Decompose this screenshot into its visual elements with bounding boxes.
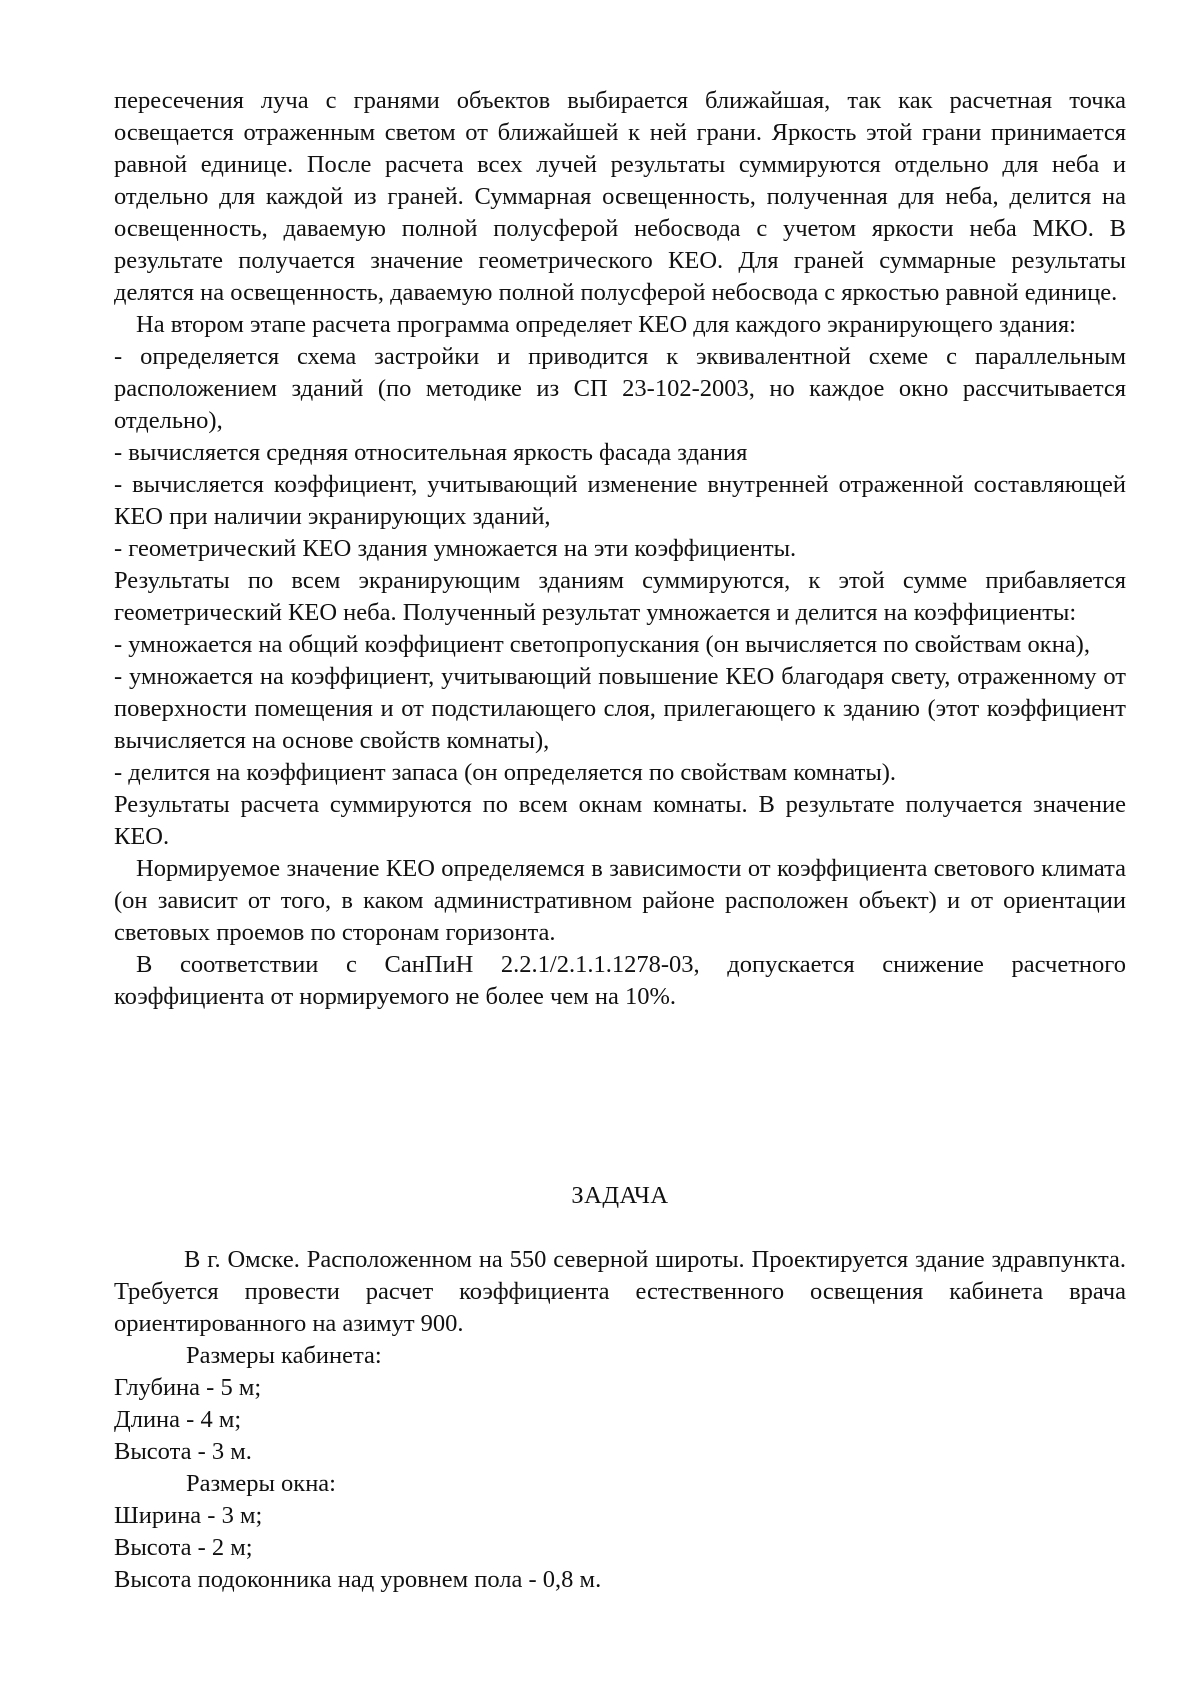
- window-dimension: Высота подоконника над уровнем пола - 0,8 м.: [114, 1566, 602, 1593]
- paragraph: Результаты по всем экранирующим зданиям суммируются, к этой сумме прибавляется геометрический КЕО неба. Полученный результат умножается и делится на коэффициенты:: [114, 567, 1126, 626]
- list-item: - делится на коэффициент запаса (он определяется по свойствам комнаты).: [114, 759, 897, 786]
- list-item: - умножается на коэффициент, учитывающий повышение КЕО благодаря свету, отраженному от поверхности помещения и от подстилающего слоя, прилегающего к зданию (этот коэффициент вычисляется на основе свойств комнаты),: [114, 663, 1126, 754]
- list-item: - вычисляется коэффициент, учитывающий изменение внутренней отраженной составляющей КЕО при наличии экранирующих зданий,: [114, 471, 1126, 530]
- room-dimension: Глубина - 5 м;: [114, 1374, 262, 1401]
- window-dimensions-heading: Размеры окна:: [186, 1470, 336, 1497]
- window-dimension: Ширина - 3 м;: [114, 1502, 263, 1529]
- body-text: [114, 85, 1126, 1013]
- paragraph: Результаты расчета суммируются по всем окнам комнаты. В результате получается значение КЕО.: [114, 791, 1126, 850]
- paragraph: Нормируемое значение КЕО определяемся в зависимости от коэффициента светового климата (он зависит от того, в каком административном районе расположен объект) и от ориентации световых проемов по сторонам горизонта.: [114, 855, 1126, 946]
- task-intro: В г. Омске. Расположенном на 550 северной широты. Проектируется здание здравпункта. Требуется провести расчет коэффициента естественного освещения кабинета врача ориентированного на азимут 900.: [114, 1246, 1126, 1337]
- list-item: - умножается на общий коэффициент светопропускания (он вычисляется по свойствам окна),: [114, 631, 1090, 658]
- paragraph: В соответствии с СанПиН 2.2.1/2.1.1.1278-03, допускается снижение расчетного коэффициента от нормируемого не более чем на 10%.: [114, 951, 1126, 1010]
- room-dimension: Высота - 3 м.: [114, 1438, 252, 1465]
- list-item: - определяется схема застройки и приводится к эквивалентной схеме с параллельным расположением зданий (по методике из СП 23-102-2003, но каждое окно рассчитывается отдельно),: [114, 343, 1126, 434]
- window-dimension: Высота - 2 м;: [114, 1534, 253, 1561]
- task-title: ЗАДАЧА: [571, 1182, 669, 1209]
- list-item: - вычисляется средняя относительная яркость фасада здания: [114, 439, 748, 466]
- list-item: - геометрический КЕО здания умножается на эти коэффициенты.: [114, 535, 797, 562]
- paragraph: На втором этапе расчета программа определяет КЕО для каждого экранирующего здания:: [136, 311, 1076, 338]
- room-dimension: Длина - 4 м;: [114, 1406, 242, 1433]
- task-section: [114, 1244, 1126, 1596]
- room-dimensions-heading: Размеры кабинета:: [186, 1342, 382, 1369]
- paragraph: пересечения луча с гранями объектов выбирается ближайшая, так как расчетная точка освещается отраженным светом от ближайшей к ней грани. Яркость этой грани принимается равной единице. После расчета всех лучей результаты суммируются отдельно для неба и отдельно для каждой из граней. Суммарная освещенность, полученная для неба, делится на освещенность, даваемую полной полусферой небосвода с учетом яркости неба МКО. В результате получается значение геометрического КЕО. Для граней суммарные результаты делятся на освещенность, даваемую полной полусферой небосвода с яркостью равной единице.: [114, 87, 1126, 306]
